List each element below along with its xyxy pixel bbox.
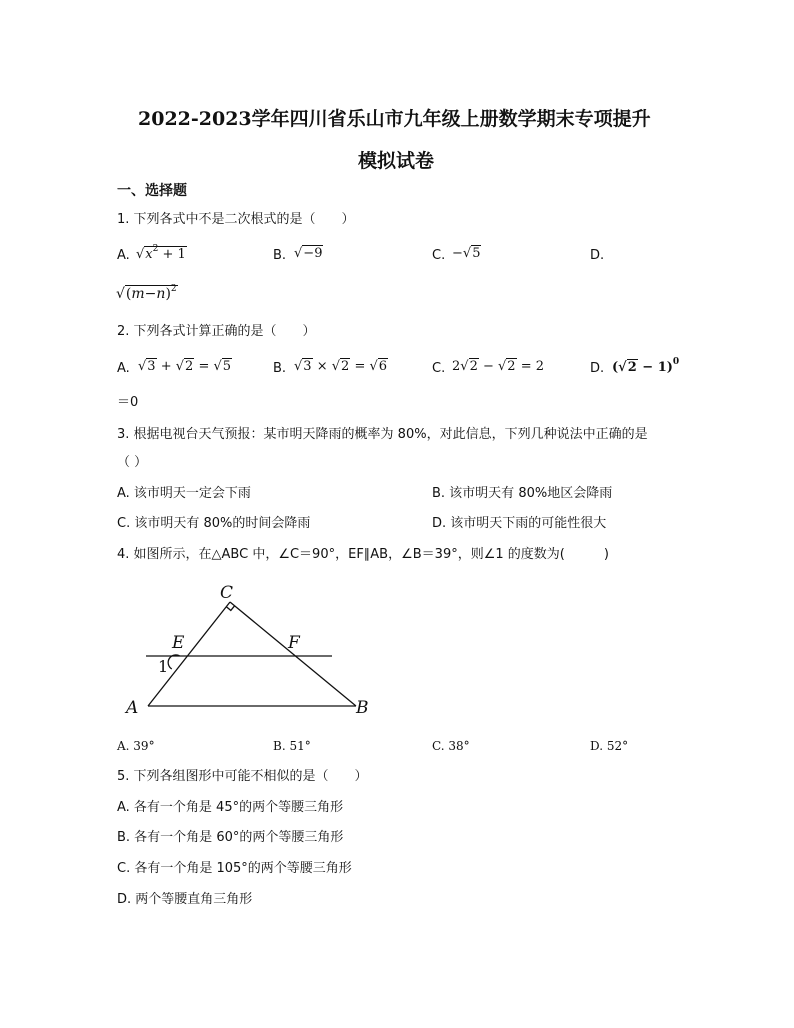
q5-option-c: C. 各有一个角是 105°的两个等腰三角形: [117, 861, 352, 876]
q1-option-b-label: B.: [273, 248, 287, 263]
q2-option-d-formula: $(√2 - 1)^0$: [612, 357, 680, 375]
q1-stem: 1. 下列各式中不是二次根式的是（ ）: [117, 212, 355, 227]
q2-option-d-label: D.: [590, 361, 605, 376]
q2-option-a-label: A.: [117, 361, 130, 376]
q1-option-d-label: D.: [590, 248, 605, 263]
q1-option-d-formula: $√(m-n)^2$: [116, 284, 177, 302]
q3-option-c: C. 该市明天有 80%的时间会降雨: [117, 516, 311, 531]
q4-option-d: D. 52°: [590, 739, 629, 753]
right-angle-mark: [226, 606, 234, 611]
q4-option-c: C. 38°: [432, 739, 470, 753]
q2-stem: 2. 下列各式计算正确的是（ ）: [117, 324, 316, 339]
label-f: F: [288, 633, 300, 653]
doc-title-line2: 模拟试卷: [358, 150, 435, 172]
doc-title-line1: 2022-2023学年四川省乐山市九年级上册数学期末专项提升: [138, 108, 651, 130]
section-heading: 一、选择题: [117, 183, 187, 199]
side-bc: [230, 602, 356, 706]
q4-triangle-figure: [120, 582, 380, 722]
q4-option-b: B. 51°: [273, 739, 311, 753]
q3-stem-continuation: （ ）: [117, 455, 148, 470]
side-ac: [148, 602, 230, 706]
q1-option-a-formula: $√x^2 + 1$: [136, 244, 186, 262]
q2-option-c-formula: 2√2 − √2 = 2: [452, 359, 545, 374]
label-b: B: [356, 698, 369, 718]
q2-option-d-continuation: ＝0: [117, 395, 139, 410]
q1-option-c-formula: −√5: [452, 246, 481, 261]
q5-option-d: D. 两个等腰直角三角形: [117, 892, 253, 907]
q1-option-b-formula: √−9: [294, 246, 323, 261]
q3-option-a: A. 该市明天一定会下雨: [117, 486, 251, 501]
label-a: A: [126, 698, 139, 718]
q4-option-a: A. 39°: [117, 739, 155, 753]
q1-option-c-label: C.: [432, 248, 446, 263]
q2-option-b-formula: √3 × √2 = √6: [294, 359, 388, 374]
q5-option-b: B. 各有一个角是 60°的两个等腰三角形: [117, 830, 344, 845]
label-c: C: [220, 583, 234, 603]
q5-option-a: A. 各有一个角是 45°的两个等腰三角形: [117, 800, 344, 815]
q5-stem: 5. 下列各组图形中可能不相似的是（ ）: [117, 769, 368, 784]
q1-option-a-label: A.: [117, 248, 130, 263]
q3-option-d: D. 该市明天下雨的可能性很大: [432, 516, 607, 531]
q3-option-b: B. 该市明天有 80%地区会降雨: [432, 486, 613, 501]
q4-stem: 4. 如图所示，在△ABC 中，∠C＝90°，EF∥AB，∠B＝39°，则∠1 的度数为( ): [117, 547, 609, 562]
q2-option-b-label: B.: [273, 361, 287, 376]
q2-option-a-formula: √3 + √2 = √5: [138, 359, 232, 374]
label-1: 1: [158, 657, 169, 676]
q2-option-c-label: C.: [432, 361, 446, 376]
label-e: E: [172, 633, 185, 653]
q3-stem: 3. 根据电视台天气预报：某市明天降雨的概率为 80%，对此信息，下列几种说法中正确的是: [117, 427, 648, 442]
